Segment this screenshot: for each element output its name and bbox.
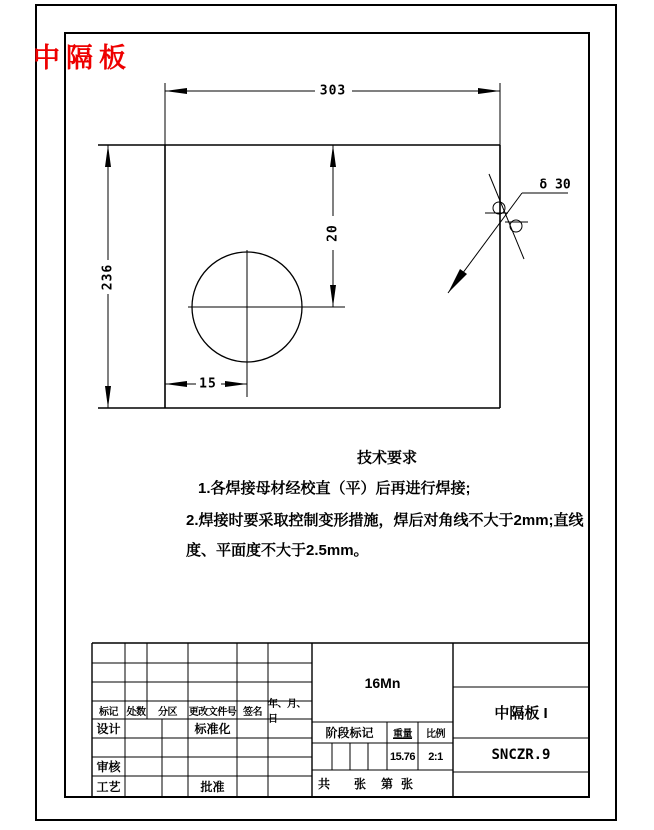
titleblock-header-zone: 分区 [158, 706, 177, 718]
arrowhead [165, 88, 187, 94]
tech-requirement-line: 2.焊接时要采取控制变形措施，焊后对角线不大于2mm;直线 [186, 512, 584, 529]
titleblock-header-mark: 标记 [99, 706, 118, 718]
titleblock-sheet-index-label: 第 [380, 776, 393, 791]
arrowhead [105, 386, 111, 408]
leader-arrowhead [448, 269, 467, 293]
hole-centerlines [188, 250, 345, 397]
tech-requirement-line: 度、平面度不大于2.5mm。 [186, 542, 369, 559]
arrowhead [478, 88, 500, 94]
dim-hole-top-offset-value: 20 [325, 224, 341, 242]
arrowhead [225, 381, 247, 387]
arrowhead [330, 145, 336, 167]
dim-height-value: 236 [100, 263, 116, 291]
titleblock-header-signature: 签名 [243, 706, 262, 718]
titleblock-weight-label: 重量 [393, 729, 412, 740]
arrowhead [330, 285, 336, 307]
arrowhead [165, 381, 187, 387]
sheet-title: 中隔板 [33, 43, 132, 73]
titleblock-role-approve: 批准 [200, 779, 225, 794]
weld-note: δ 30 [539, 177, 571, 193]
titleblock-part-name: 中隔板 I [494, 705, 548, 722]
titleblock-role-review: 审核 [96, 760, 121, 774]
titleblock-header-change-file: 更改文件号 [188, 706, 237, 718]
titleblock-header-date: 年、月、日 [268, 699, 306, 725]
titleblock-scale-label: 比例 [426, 729, 445, 740]
titleblock-material: 16Mn [364, 674, 401, 691]
titleblock-weight-value: 15.76 [389, 750, 416, 763]
dim-hole-left-offset-value: 15 [199, 376, 217, 392]
titleblock-sheet-total-label: 共 [317, 776, 330, 791]
titleblock-drawing-number: SNCZR.9 [491, 747, 551, 763]
titleblock-scale-value: 2:1 [428, 750, 443, 763]
titleblock-role-process: 工艺 [96, 779, 121, 794]
tech-requirement-line: 1.各焊接母材经校直（平）后再进行焊接; [198, 480, 471, 497]
titleblock-stage-label: 阶段标记 [325, 726, 374, 740]
titleblock-header-count: 处数 [126, 706, 146, 718]
titleblock-role-standardize: 标准化 [194, 722, 231, 736]
tech-requirements-title: 技术要求 [356, 449, 418, 467]
arrowhead [105, 145, 111, 167]
titleblock-sheet-word: 张 [353, 776, 366, 791]
dim-width-value: 303 [319, 83, 347, 99]
titleblock-role-design: 设计 [96, 722, 121, 736]
part-outline [98, 145, 500, 408]
titleblock-sheet-word: 张 [400, 776, 413, 791]
